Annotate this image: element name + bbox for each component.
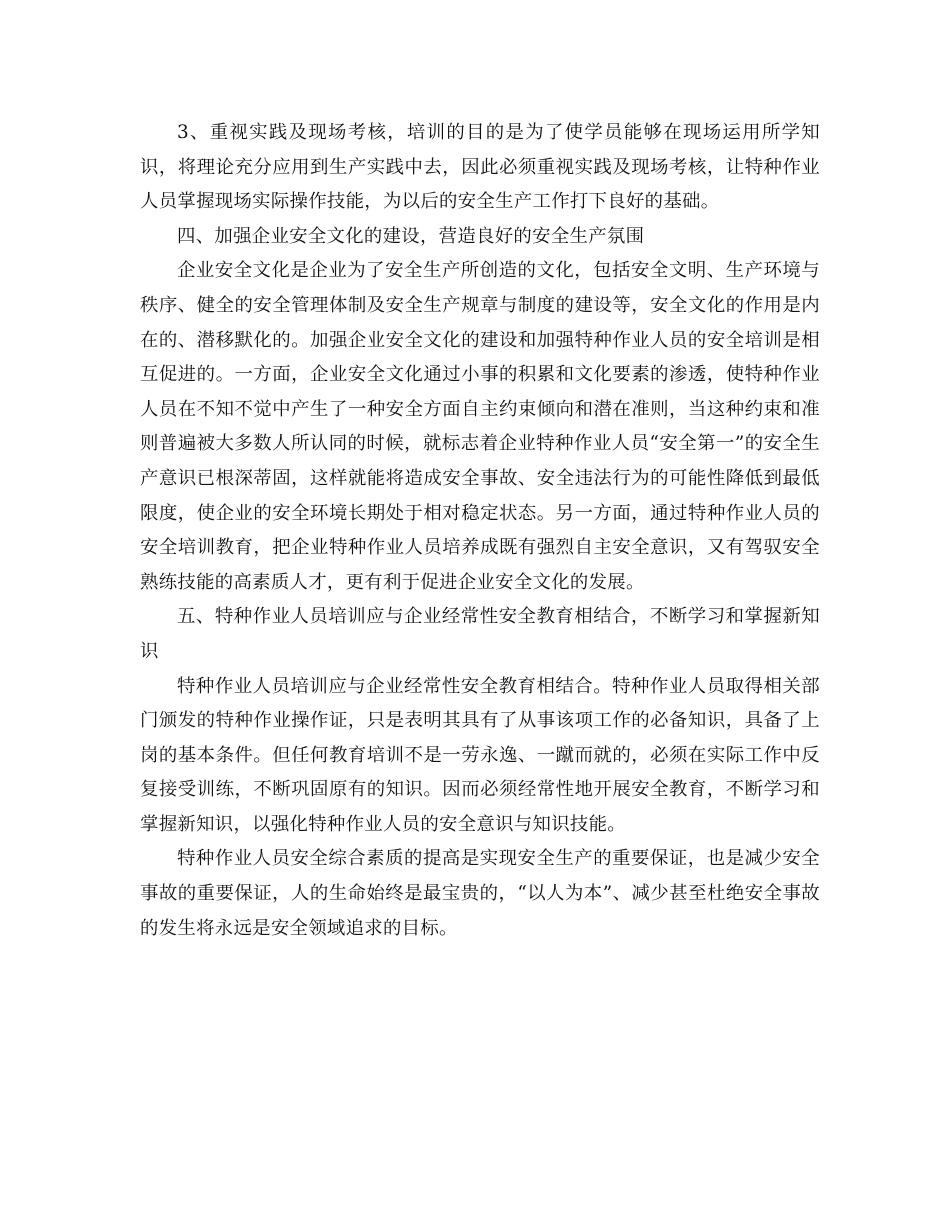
document-body — [140, 116, 820, 946]
paragraph-safety-culture: 企业安全文化是企业为了安全生产所创造的文化，包括安全文明、生产环境与秩序、健全的安全管理体制及安全生产规章与制度的建设等，安全文化的作用是内在的、潜移默化的。加强企业安全文化的建设和加强特种作业人员的安全培训是相互促进的。一方面，企业安全文化通过小事的积累和文化要素的渗透，使特种作业人员在不知不觉中产生了一种安全方面自主约束倾向和潜在准则，当这种约束和准则普遍被大多数人所认同的时候，就标志着企业特种作业人员“安全第一”的安全生产意识已根深蒂固，这样就能将造成安全事故、安全违法行为的可能性降低到最低限度，使企业的安全环境长期处于相对稳定状态。另一方面，通过特种作业人员的安全培训教育，把企业特种作业人员培养成既有强烈自主安全意识，又有驾驭安全熟练技能的高素质人才，更有利于促进企业安全文化的发展。 — [140, 260, 820, 593]
paragraph-continuous-education: 特种作业人员培训应与企业经常性安全教育相结合。特种作业人员取得相关部门颁发的特种作业操作证，只是表明其具有了从事该项工作的必备知识，具备了上岗的基本条件。但任何教育培训不是一劳永逸、一蹴而就的，必须在实际工作中反复接受训练，不断巩固原有的知识。因而必须经常性地开展安全教育，不断学习和掌握新知识，以强化特种作业人员的安全意识与知识技能。 — [140, 675, 820, 835]
paragraph-conclusion: 特种作业人员安全综合素质的提高是实现安全生产的重要保证，也是减少安全事故的重要保证，人的生命始终是最宝贵的，“以人为本”、减少甚至杜绝安全事故的发生将永远是安全领域追求的目标。 — [140, 848, 820, 939]
section-heading-safety-culture: 四、加强企业安全文化的建设，营造良好的安全生产氛围 — [177, 225, 645, 247]
section-heading-continuous-education: 五、特种作业人员培训应与企业经常性安全教育相结合，不断学习和掌握新知识 — [140, 606, 820, 662]
paragraph-practice-assessment: 3、重视实践及现场考核，培训的目的是为了使学员能够在现场运用所学知识，将理论充分应用到生产实践中去，因此必须重视实践及现场考核，让特种作业人员掌握现场实际操作技能，为以后的安全生产工作打下良好的基础。 — [140, 122, 820, 213]
